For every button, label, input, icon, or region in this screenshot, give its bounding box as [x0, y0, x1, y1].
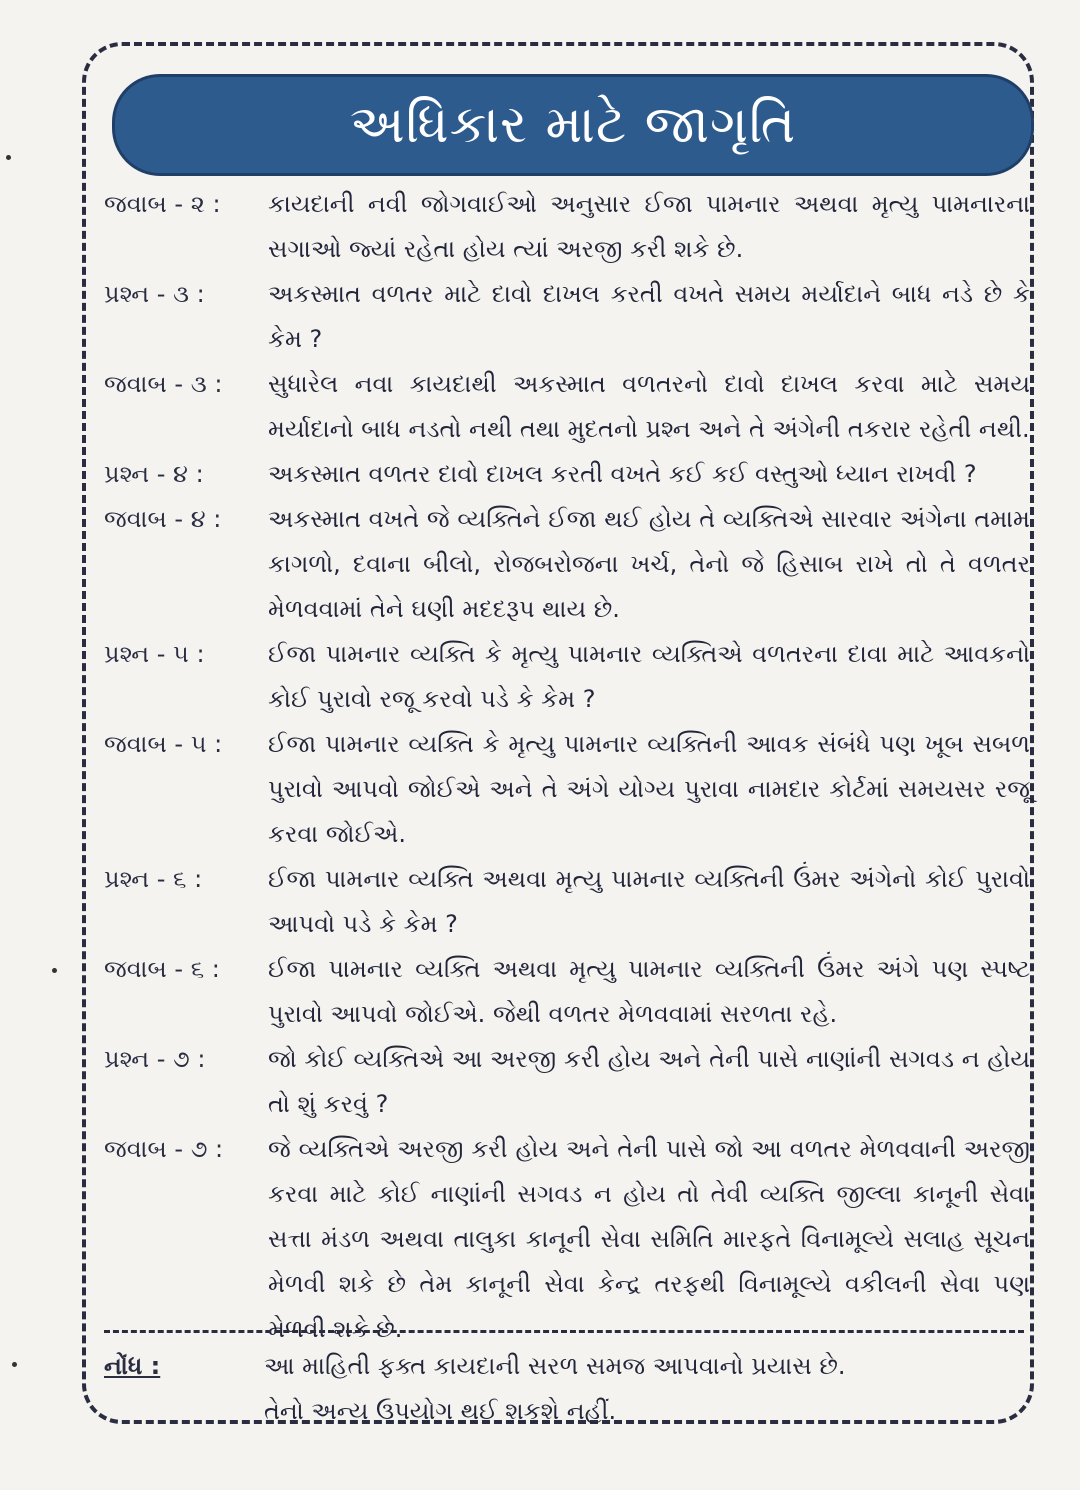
qa-item [104, 947, 1034, 1037]
qa-text: ઈજા પામનાર વ્યક્તિ અથવા મૃત્યુ પામનાર વ્યક્તિની ઉંમર અંગેનો કોઈ પુરાવો આપવો પડે કે કેમ ? [268, 865, 1030, 938]
qa-label: પ્રશ્ન - ૫ : [104, 640, 205, 668]
note-section [104, 1344, 1024, 1434]
note-line-2: તેનો અન્ય ઉપયોગ થઈ શકશે નહીં. [264, 1397, 617, 1425]
qa-text: અકસ્માત વખતે જે વ્યક્તિને ઈજા થઈ હોય તે વ્યક્તિએ સારવાર અંગેના તમામ કાગળો, દવાના બીલો, રોજબરોજના ખર્ચ, તેનો જે હિસાબ રાખે તો તે વળતર મેળવવામાં તેને ઘણી મદદરૂપ થાય છે. [268, 505, 1030, 623]
qa-item [104, 362, 1034, 452]
note-divider [104, 1330, 1024, 1333]
qa-item [104, 272, 1034, 362]
scan-speck [52, 968, 57, 973]
qa-label: પ્રશ્ન - ૬ : [104, 865, 203, 893]
qa-label: જવાબ - ૫ : [104, 730, 223, 758]
note-text [264, 1344, 1024, 1434]
qa-label: પ્રશ્ન - ૪ : [104, 460, 204, 488]
qa-text: ઈજા પામનાર વ્યક્તિ કે મૃત્યુ પામનાર વ્યક્તિની આવક સંબંધે પણ ખૂબ સબળ પુરાવો આપવો જોઈએ અને તે અંગે યોગ્ય પુરાવા નામદાર કોર્ટમાં સમયસર રજૂ કરવા જોઈએ. [268, 730, 1030, 848]
note-line-1: આ માહિતી ફક્ત કાયદાની સરળ સમજ આપવાનો પ્રયાસ છે. [264, 1352, 846, 1380]
qa-label: જવાબ - ૭ : [104, 1135, 224, 1163]
qa-item [104, 857, 1034, 947]
scan-speck [6, 155, 11, 160]
qa-item [104, 182, 1034, 272]
scan-speck [12, 1362, 17, 1367]
qa-label: જવાબ - ૪ : [104, 505, 222, 533]
qa-label: જવાબ - ૩ : [104, 370, 223, 398]
qa-text: અકસ્માત વળતર દાવો દાખલ કરતી વખતે કઈ કઈ વસ્તુઓ ધ્યાન રાખવી ? [268, 460, 977, 488]
qa-label: જવાબ - ૬ : [104, 955, 220, 983]
qa-item [104, 722, 1034, 857]
qa-text: ઈજા પામનાર વ્યક્તિ કે મૃત્યુ પામનાર વ્યક્તિએ વળતરના દાવા માટે આવકનો કોઈ પુરાવો રજૂ કરવો પડે કે કેમ ? [268, 640, 1030, 713]
title-banner [112, 74, 1034, 176]
qa-item [104, 1127, 1034, 1352]
qa-text: ઈજા પામનાર વ્યક્તિ અથવા મૃત્યુ પામનાર વ્યક્તિની ઉંમર અંગે પણ સ્પષ્ટ પુરાવો આપવો જોઈએ. જેથી વળતર મેળવવામાં સરળતા રહે. [268, 955, 1030, 1028]
qa-item [104, 452, 1034, 497]
qa-item [104, 632, 1034, 722]
qa-text: કાયદાની નવી જોગવાઈઓ અનુસાર ઈજા પામનાર અથવા મૃત્યુ પામનારના સગાઓ જ્યાં રહેતા હોય ત્યાં અરજી કરી શકે છે. [268, 190, 1030, 263]
qa-text: જે વ્યક્તિએ અરજી કરી હોય અને તેની પાસે જો આ વળતર મેળવવાની અરજી કરવા માટે કોઈ નાણાંની સગવડ ન હોય તો તેવી વ્યક્તિ જીલ્લા કાનૂની સેવા સત્તા મંડળ અથવા તાલુકા કાનૂની સેવા સમિતિ મારફતે વિનામૂલ્યે સલાહ સૂચન મેળવી શકે છે તેમ કાનૂની સેવા કેન્દ્ર તરફથી વિનામૂલ્યે વકીલની સેવા પણ મેળવી શકે છે. [268, 1135, 1030, 1343]
qa-label: જવાબ - ૨ : [104, 190, 221, 218]
note-label: નોંધ : [104, 1352, 161, 1380]
qa-label: પ્રશ્ન - ૭ : [104, 1045, 206, 1073]
qa-item [104, 497, 1034, 632]
qa-label: પ્રશ્ન - ૩ : [104, 280, 205, 308]
qa-text: અકસ્માત વળતર માટે દાવો દાખલ કરતી વખતે સમય મર્યાદાને બાધ નડે છે કે કેમ ? [268, 280, 1030, 353]
page-title: અધિકાર માટે જાગૃતિ [349, 94, 797, 155]
qa-text: જો કોઈ વ્યક્તિએ આ અરજી કરી હોય અને તેની પાસે નાણાંની સગવડ ન હોય તો શું કરવું ? [268, 1045, 1030, 1118]
qa-item [104, 1037, 1034, 1127]
qa-list [104, 182, 1034, 1352]
note-label-wrap [104, 1344, 264, 1434]
qa-text: સુધારેલ નવા કાયદાથી અકસ્માત વળતરનો દાવો દાખલ કરવા માટે સમય મર્યાદાનો બાધ નડતો નથી તથા મુદતનો પ્રશ્ન અને તે અંગેની તકરાર રહેતી નથી. [268, 370, 1030, 443]
